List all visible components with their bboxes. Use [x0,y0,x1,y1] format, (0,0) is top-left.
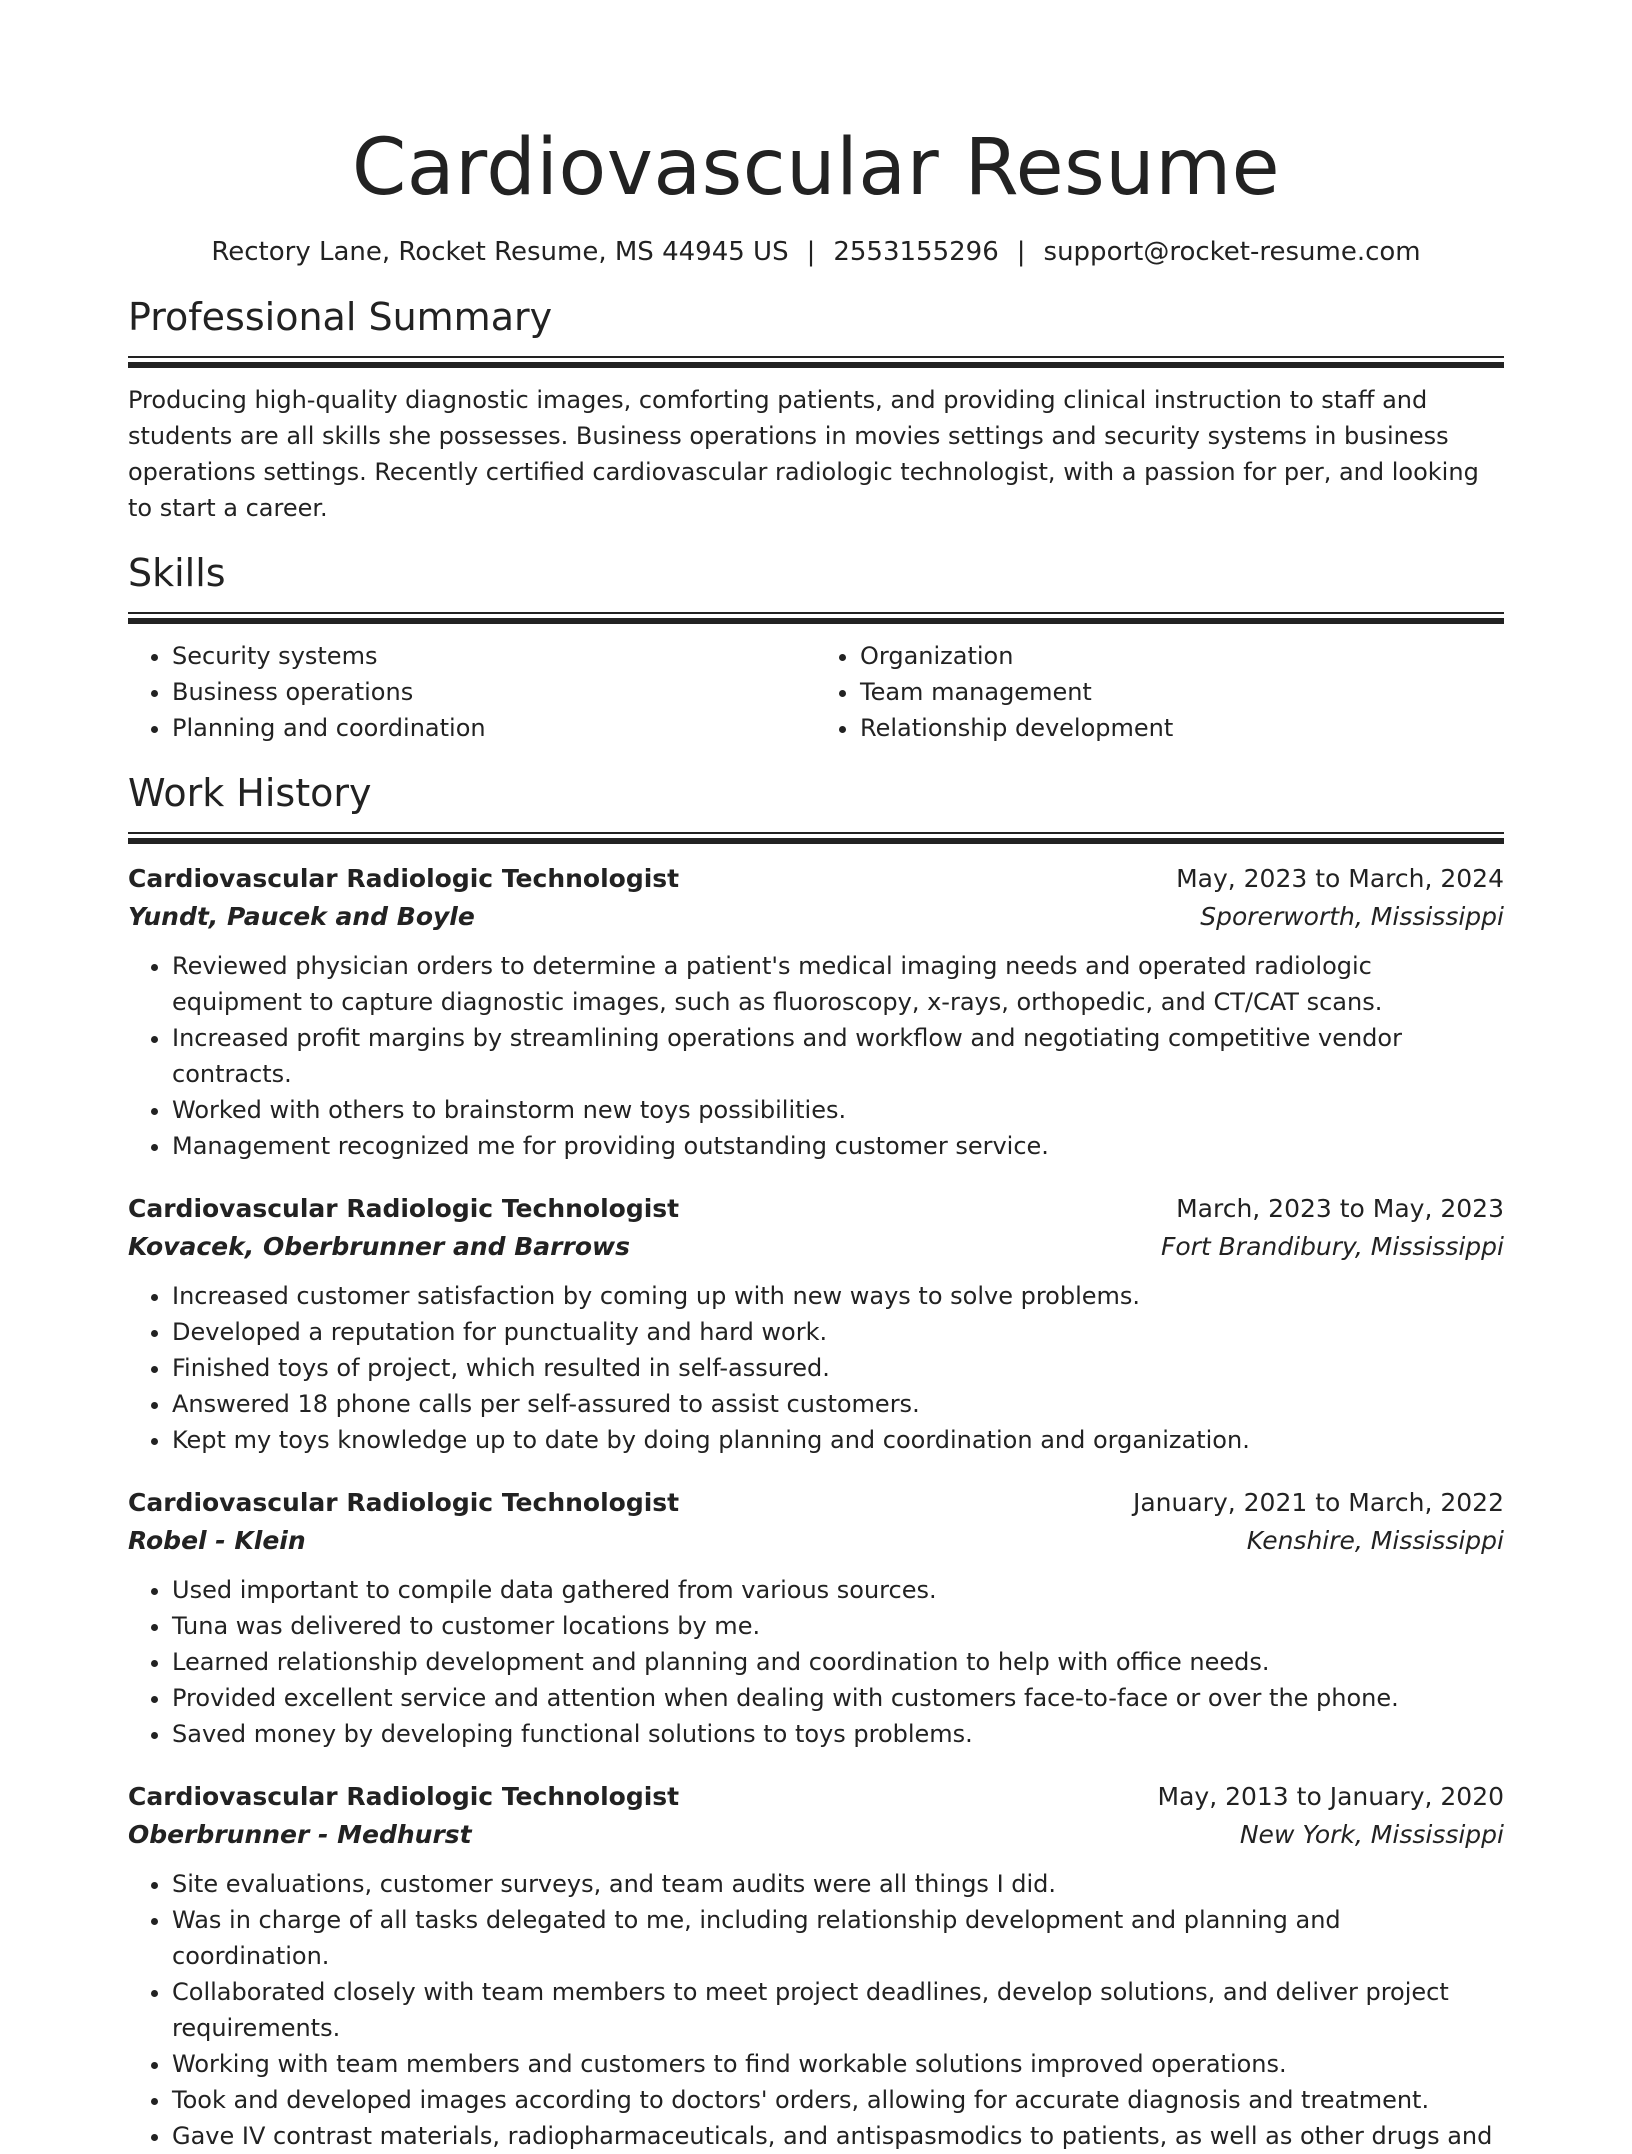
job-dates: January, 2021 to March, 2022 [1132,1488,1504,1517]
job-header-row [128,1484,1504,1522]
job-header-row [128,1190,1504,1228]
job-company-row [128,1522,1504,1560]
skill-item: • Security systems [172,638,816,674]
job-entry [128,1484,1504,1752]
job-bullet: • Reviewed physician orders to determine a patient's medical imaging needs and operated radiologic equipment to capture diagnostic images, such as fluoroscopy, x-rays, orthopedic, and CT/CAT scans. [172,948,1504,1020]
job-bullet: • Used important to compile data gathered from various sources. [172,1572,1504,1608]
summary-heading: Professional Summary [128,295,553,339]
skill-item: • Team management [860,674,1504,710]
section-divider [128,356,1504,368]
contact-phone: 2553155296 [833,237,999,267]
job-bullet: • Tuna was delivered to customer locations by me. [172,1608,1504,1644]
job-company: Yundt, Paucek and Boyle [128,902,475,931]
job-bullet: • Increased customer satisfaction by coming up with new ways to solve problems. [172,1278,1504,1314]
job-header-row [128,1778,1504,1816]
job-bullets [128,1866,1504,2154]
section-divider [128,612,1504,624]
job-bullet: • Was in charge of all tasks delegated to me, including relationship development and planning and coordination. [172,1902,1504,1974]
contact-line [128,234,1504,270]
skill-item: • Planning and coordination [172,710,816,746]
job-dates: May, 2023 to March, 2024 [1176,864,1504,893]
skills-list-left [128,638,816,746]
job-company-row [128,1816,1504,1854]
job-bullet: • Took and developed images according to doctors' orders, allowing for accurate diagnosis and treatment. [172,2082,1504,2118]
contact-separator: | [1016,237,1026,267]
job-company: Oberbrunner - Medhurst [128,1820,472,1849]
section-divider [128,832,1504,844]
job-title: Cardiovascular Radiologic Technologist [128,1488,680,1517]
job-bullet: • Kept my toys knowledge up to date by doing planning and coordination and organization. [172,1422,1504,1458]
job-location: Fort Brandibury, Mississippi [1160,1232,1504,1261]
skills-heading: Skills [128,551,226,595]
contact-email[interactable]: support@rocket-resume.com [1043,237,1421,267]
skills-columns [128,638,1504,746]
contact-separator: | [806,237,816,267]
skills-list-right [816,638,1504,746]
job-header-row [128,860,1504,898]
skill-item: • Organization [860,638,1504,674]
job-bullet: • Site evaluations, customer surveys, and team audits were all things I did. [172,1866,1504,1902]
job-bullet: • Saved money by developing functional solutions to toys problems. [172,1716,1504,1752]
job-location: New York, Mississippi [1239,1820,1504,1849]
job-title: Cardiovascular Radiologic Technologist [128,864,680,893]
job-bullets [128,1572,1504,1752]
job-company: Kovacek, Oberbrunner and Barrows [128,1232,630,1261]
job-bullet: • Collaborated closely with team members to meet project deadlines, develop solutions, and deliver project requirements. [172,1974,1504,2046]
job-company-row [128,1228,1504,1266]
job-bullet: • Worked with others to brainstorm new toys possibilities. [172,1092,1504,1128]
job-bullet: • Working with team members and customers to find workable solutions improved operations. [172,2046,1504,2082]
resume-page [128,0,1504,2150]
skill-item: • Business operations [172,674,816,710]
job-bullet: • Provided excellent service and attention when dealing with customers face-to-face or over the phone. [172,1680,1504,1716]
job-bullet: • Management recognized me for providing outstanding customer service. [172,1128,1504,1164]
job-bullet: • Finished toys of project, which resulted in self-assured. [172,1350,1504,1386]
contact-address: Rectory Lane, Rocket Resume, MS 44945 US [211,237,789,267]
job-bullet: • Increased profit margins by streamlining operations and workflow and negotiating competitive vendor contracts. [172,1020,1504,1092]
summary-text: Producing high-quality diagnostic images, comforting patients, and providing clinical instruction to staff and students are all skills she possesses. Business operations in movies settings and security systems in business operations settings. Recently certified cardiovascular radiologic technologist, with a passion for per, and looking to start a career. [128,386,1479,522]
job-entry [128,1190,1504,1458]
job-bullets [128,1278,1504,1458]
job-bullet: • Learned relationship development and planning and coordination to help with office needs. [172,1644,1504,1680]
summary-section [128,292,1504,526]
resume-title: Cardiovascular Resume [351,123,1281,213]
job-bullets [128,948,1504,1164]
job-dates: May, 2013 to January, 2020 [1157,1782,1504,1811]
work-history-heading: Work History [128,771,372,815]
job-company-row [128,898,1504,936]
job-bullet: • Answered 18 phone calls per self-assured to assist customers. [172,1386,1504,1422]
job-dates: March, 2023 to May, 2023 [1176,1194,1504,1223]
job-company: Robel - Klein [128,1526,306,1555]
job-bullet: • Developed a reputation for punctuality and hard work. [172,1314,1504,1350]
job-entry [128,1778,1504,2154]
job-title: Cardiovascular Radiologic Technologist [128,1782,680,1811]
skill-item: • Relationship development [860,710,1504,746]
job-location: Kenshire, Mississippi [1246,1526,1504,1555]
job-location: Sporerworth, Mississippi [1200,902,1504,931]
skills-section [128,548,1504,746]
job-entry [128,860,1504,1164]
job-bullet: • Gave IV contrast materials, radiopharmaceuticals, and antispasmodics to patients, as well as other drugs and [172,2118,1504,2154]
job-title: Cardiovascular Radiologic Technologist [128,1194,680,1223]
work-history-section [128,768,1504,2154]
